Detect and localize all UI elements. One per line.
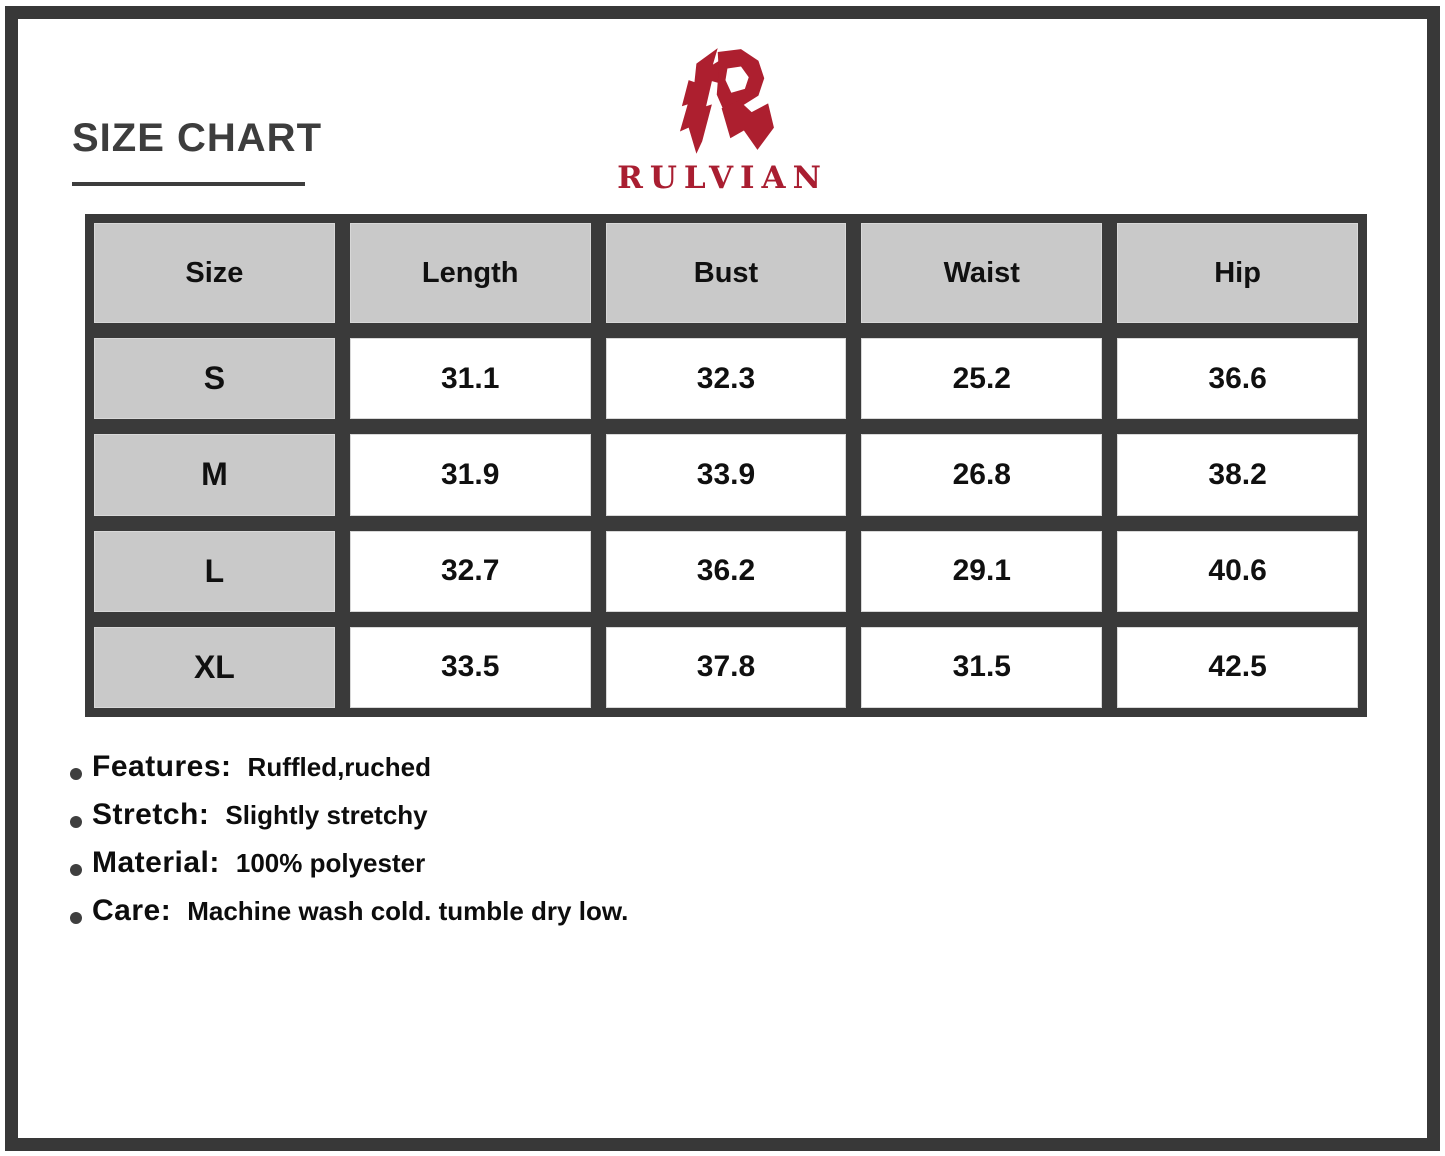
value-s-waist: 25.2 xyxy=(861,338,1102,419)
brand-name: RULVIAN xyxy=(617,160,828,196)
column-header-waist: Waist xyxy=(861,223,1102,323)
column-header-size: Size xyxy=(94,223,335,323)
value-m-bust: 33.9 xyxy=(606,434,847,515)
column-header-hip: Hip xyxy=(1117,223,1358,323)
detail-value: Machine wash cold. tumble dry low. xyxy=(187,896,629,926)
product-details-list xyxy=(70,750,628,942)
column-header-bust: Bust xyxy=(606,223,847,323)
detail-label: Stretch: xyxy=(92,798,210,831)
bullet-icon xyxy=(70,816,82,828)
page-title: SIZE CHART xyxy=(72,116,322,160)
value-l-bust: 36.2 xyxy=(606,531,847,612)
column-header-length: Length xyxy=(350,223,591,323)
size-label-xl: XL xyxy=(94,627,335,708)
detail-row-care xyxy=(70,894,628,942)
detail-label: Features: xyxy=(92,750,232,783)
title-underline xyxy=(72,182,305,186)
detail-row-stretch xyxy=(70,798,628,846)
detail-row-material xyxy=(70,846,628,894)
size-label-m: M xyxy=(94,434,335,515)
value-m-hip: 38.2 xyxy=(1117,434,1358,515)
value-s-hip: 36.6 xyxy=(1117,338,1358,419)
brand-logo xyxy=(617,42,828,196)
detail-row-features xyxy=(70,750,628,798)
detail-value: Slightly stretchy xyxy=(225,800,428,830)
value-l-hip: 40.6 xyxy=(1117,531,1358,612)
bullet-icon xyxy=(70,912,82,924)
value-xl-bust: 37.8 xyxy=(606,627,847,708)
value-l-waist: 29.1 xyxy=(861,531,1102,612)
bullet-icon xyxy=(70,768,82,780)
size-label-s: S xyxy=(94,338,335,419)
value-xl-hip: 42.5 xyxy=(1117,627,1358,708)
value-xl-length: 33.5 xyxy=(350,627,591,708)
detail-label: Care: xyxy=(92,894,172,927)
value-l-length: 32.7 xyxy=(350,531,591,612)
detail-label: Material: xyxy=(92,846,220,879)
detail-value: 100% polyester xyxy=(235,848,426,878)
value-m-length: 31.9 xyxy=(350,434,591,515)
angular-r-monogram-icon xyxy=(659,42,785,158)
value-s-bust: 32.3 xyxy=(606,338,847,419)
size-chart-table xyxy=(85,214,1367,717)
detail-value: Ruffled,ruched xyxy=(247,752,431,782)
bullet-icon xyxy=(70,864,82,876)
value-m-waist: 26.8 xyxy=(861,434,1102,515)
value-s-length: 31.1 xyxy=(350,338,591,419)
size-label-l: L xyxy=(94,531,335,612)
value-xl-waist: 31.5 xyxy=(861,627,1102,708)
